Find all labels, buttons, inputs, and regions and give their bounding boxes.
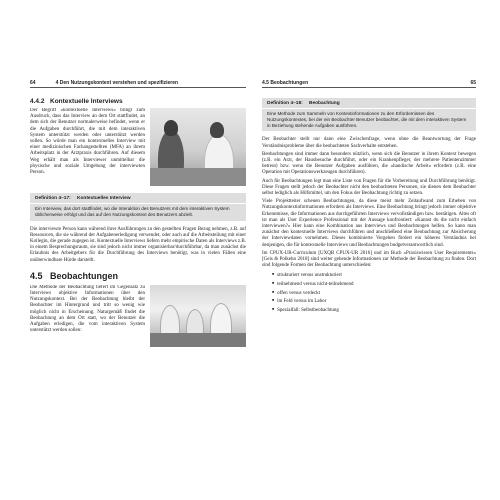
interview-flow xyxy=(30,108,246,189)
right-paragraph-2: Beobachtungen sind immer dann besonders nützlich, wenn sich die Benutzer in ihrem Kontext bewegen (z.B. ein Arzt, der Hausbesuche durchführt, oder ein Krankenpfleger, der mehrere Patientenzimmer betreut) bzw. wenn die Benutzer Aufgaben ausführen, die »handische Arbeit« erfordern (z.B. eine Operation mit Operationswerkzeugen durchführen). xyxy=(262,151,476,176)
right-chapter-title: 4.5 Beobachtungen xyxy=(262,80,309,86)
interview-photo xyxy=(150,108,246,186)
s442-paragraph-1: Der Begriff »kontextuelle Interviews« bringt zum Ausdruck, dass das Interview an dem Ort stattfindet, an dem sich der Benutzer normalerweise befindet, wenn er die Aufgaben durchführt, die mit dem interaktiven System unterstützt werden oder unterstützt werden sollen. So würde man ein kontextuelles Interview mit einer medizinischen Fachangestellten (MFA) an ihrem Arbeitsplatz in der Arztpraxis durchführen. Auf diesem Weg erhält man als Interviewer unmittelbar die physische und soziale Umgebung der interviewten Person. xyxy=(30,108,145,176)
definition-body: Eine Methode zum Sammeln von Kontextinformationen zu den Erfordernissen des Nutzungskontextes, bei der ein Beobachter Benutzer beobachtet, die mit dem interaktiven System in Beziehung stehende Aufgaben ausführen. xyxy=(267,111,467,128)
definition-number: Definition 4–18: xyxy=(267,101,303,106)
right-paragraph-3: Auch für Beobachtungen legt man eine Liste von Fragen für die Vorbereitung und Durchführung benötigt. Diese Fragen stellt jedoch der Beobachter nicht den beobachteten Personen, sie dienen dem Beobachter selbst lediglich als Hilfsmittel, um den Fokus der Beobachtung richtig zu setzen. xyxy=(262,178,476,197)
section-4-4-2-heading xyxy=(30,98,246,105)
definition-term: Kontextuelles Interview xyxy=(77,196,131,201)
left-chapter-title: 4 Den Nutzungskontext verstehen und spezifizieren xyxy=(55,80,179,86)
right-page xyxy=(262,78,476,428)
right-running-head xyxy=(262,78,476,88)
list-item: ■ Spezialfall: Selbstbeobachtung xyxy=(272,306,476,315)
list-item: ■ offen versus verdeckt xyxy=(272,289,476,298)
section-number: 4.4.2 xyxy=(30,98,45,105)
observation-flow xyxy=(30,285,246,350)
section-4-5-heading xyxy=(30,271,246,281)
section-title: Beobachtungen xyxy=(50,270,119,281)
right-paragraph-5: Im CPUX-UR-Curriculum [UXQB CPUX-UR 2016] und im Buch »Praxiswissen User Requirements« [Geis & Polkehn 2018] sind weiter gehende Informationen zur Methode der Beobachtung zu finden. Dort sind folgende Formen der Beobachtung unterschieden: xyxy=(262,250,476,269)
section-number: 4.5 xyxy=(30,270,43,281)
definition-body: Ein Interview, das dort stattfindet, wo die Interaktion des Benutzers mit dem interaktiven System üblicherweise erfolgt und das auf den Nutzungskontext des Benutzers abzielt. xyxy=(35,206,230,217)
definition-term: Beobachtung xyxy=(309,101,340,106)
list-item: ■ strukturiert versus unstrukturiert xyxy=(272,271,476,280)
right-paragraph-4: Viele Projektteiter scheuen Beobachtungen, da diese meist mehr Zeitaufwand zum Erheben von Nutzungskontextinformationen erfordern als Interviews. Eine Beobachtung bringt jedoch immer objektive Erkenntnisse, die Informationen aus durchgeführten Interviews vervollständigen bzw. bestätigen. Altes oft ist man als User Experience Professional mit der Aussage konfrontiert: »Kannst du die nicht einfach interviewen?« Hier kann eine Kombination aus Interviews und Beobachtungen helfen. So kann man zunächst den kontextuelle Interviews durchführen und anschließend eine Beobachtung zur Absicherung der Interviewdaten vornehmen. Dieses kombinierte Vorgehen fördert ein höheres Verständnis bei denjenigen, die für kontextuelle Interviews und Beobachtungen budgetverantwortlich sind. xyxy=(262,199,476,248)
observation-forms-list xyxy=(272,271,476,314)
s45-paragraph-1: Die Methode der Beobachtung liefert im Gegensatz zu Interviews objektive Informationen über den Nutzungskontext. Bei der Beobachtung bleibt der Beobachter im Hintergrund und tritt so wenig wie möglich nicht in Erscheinung. Naturgemäß findet die Beobachtung an dem Ort statt, wo der Benutzer die Aufgaben erledigen, die vom interaktiven System unterstützt werden sollen: xyxy=(30,284,145,334)
left-page xyxy=(30,78,246,428)
definition-title xyxy=(262,98,476,109)
definition-number: Definition 4–17: xyxy=(35,196,71,201)
observation-photo xyxy=(150,285,246,347)
left-page-number: 64 xyxy=(30,80,36,86)
s442-paragraph-2: Die interviewte Person kann während ihrer Ausführungen zu den gestellten Fragen Bezug nehmen, z.B. auf Ressourcen, die sie während der Aufgabenerledigung verwendet, oder auch auf die Arbeitsteilung mit einer Kollegin, die gerade zugegen ist. Kontextuelle Interviews liefern mehr empirische Daten als Interviews z.B. in einem Besprechungsraum, sie sind jedoch nicht immer organisierbar/durchführbar, da man zunächst die Erlaubnis des Arbeitgebers für die Durchführung des Interviews benötigt, was in vielen Fällen eine unüberwindbare Hürde darstellt. xyxy=(30,226,246,263)
list-item: ■ im Feld versus im Labor xyxy=(272,297,476,306)
left-running-head xyxy=(30,78,246,88)
definition-box-4-17 xyxy=(30,193,246,221)
definition-title xyxy=(30,193,246,204)
definition-box-4-18 xyxy=(262,98,476,131)
list-item: ■ teilnehmend versus nicht-teilnehmend xyxy=(272,280,476,289)
right-paragraph-1: Der Beobachter stellt nur dann eine Zwischenfrage, wenn ohne die Beantwortung der Frage Verständnisprobleme über die beobachteten Sachverhalte entstehen. xyxy=(262,137,476,149)
section-title: Kontextuelle Interviews xyxy=(50,98,123,105)
right-page-number: 65 xyxy=(470,80,476,86)
